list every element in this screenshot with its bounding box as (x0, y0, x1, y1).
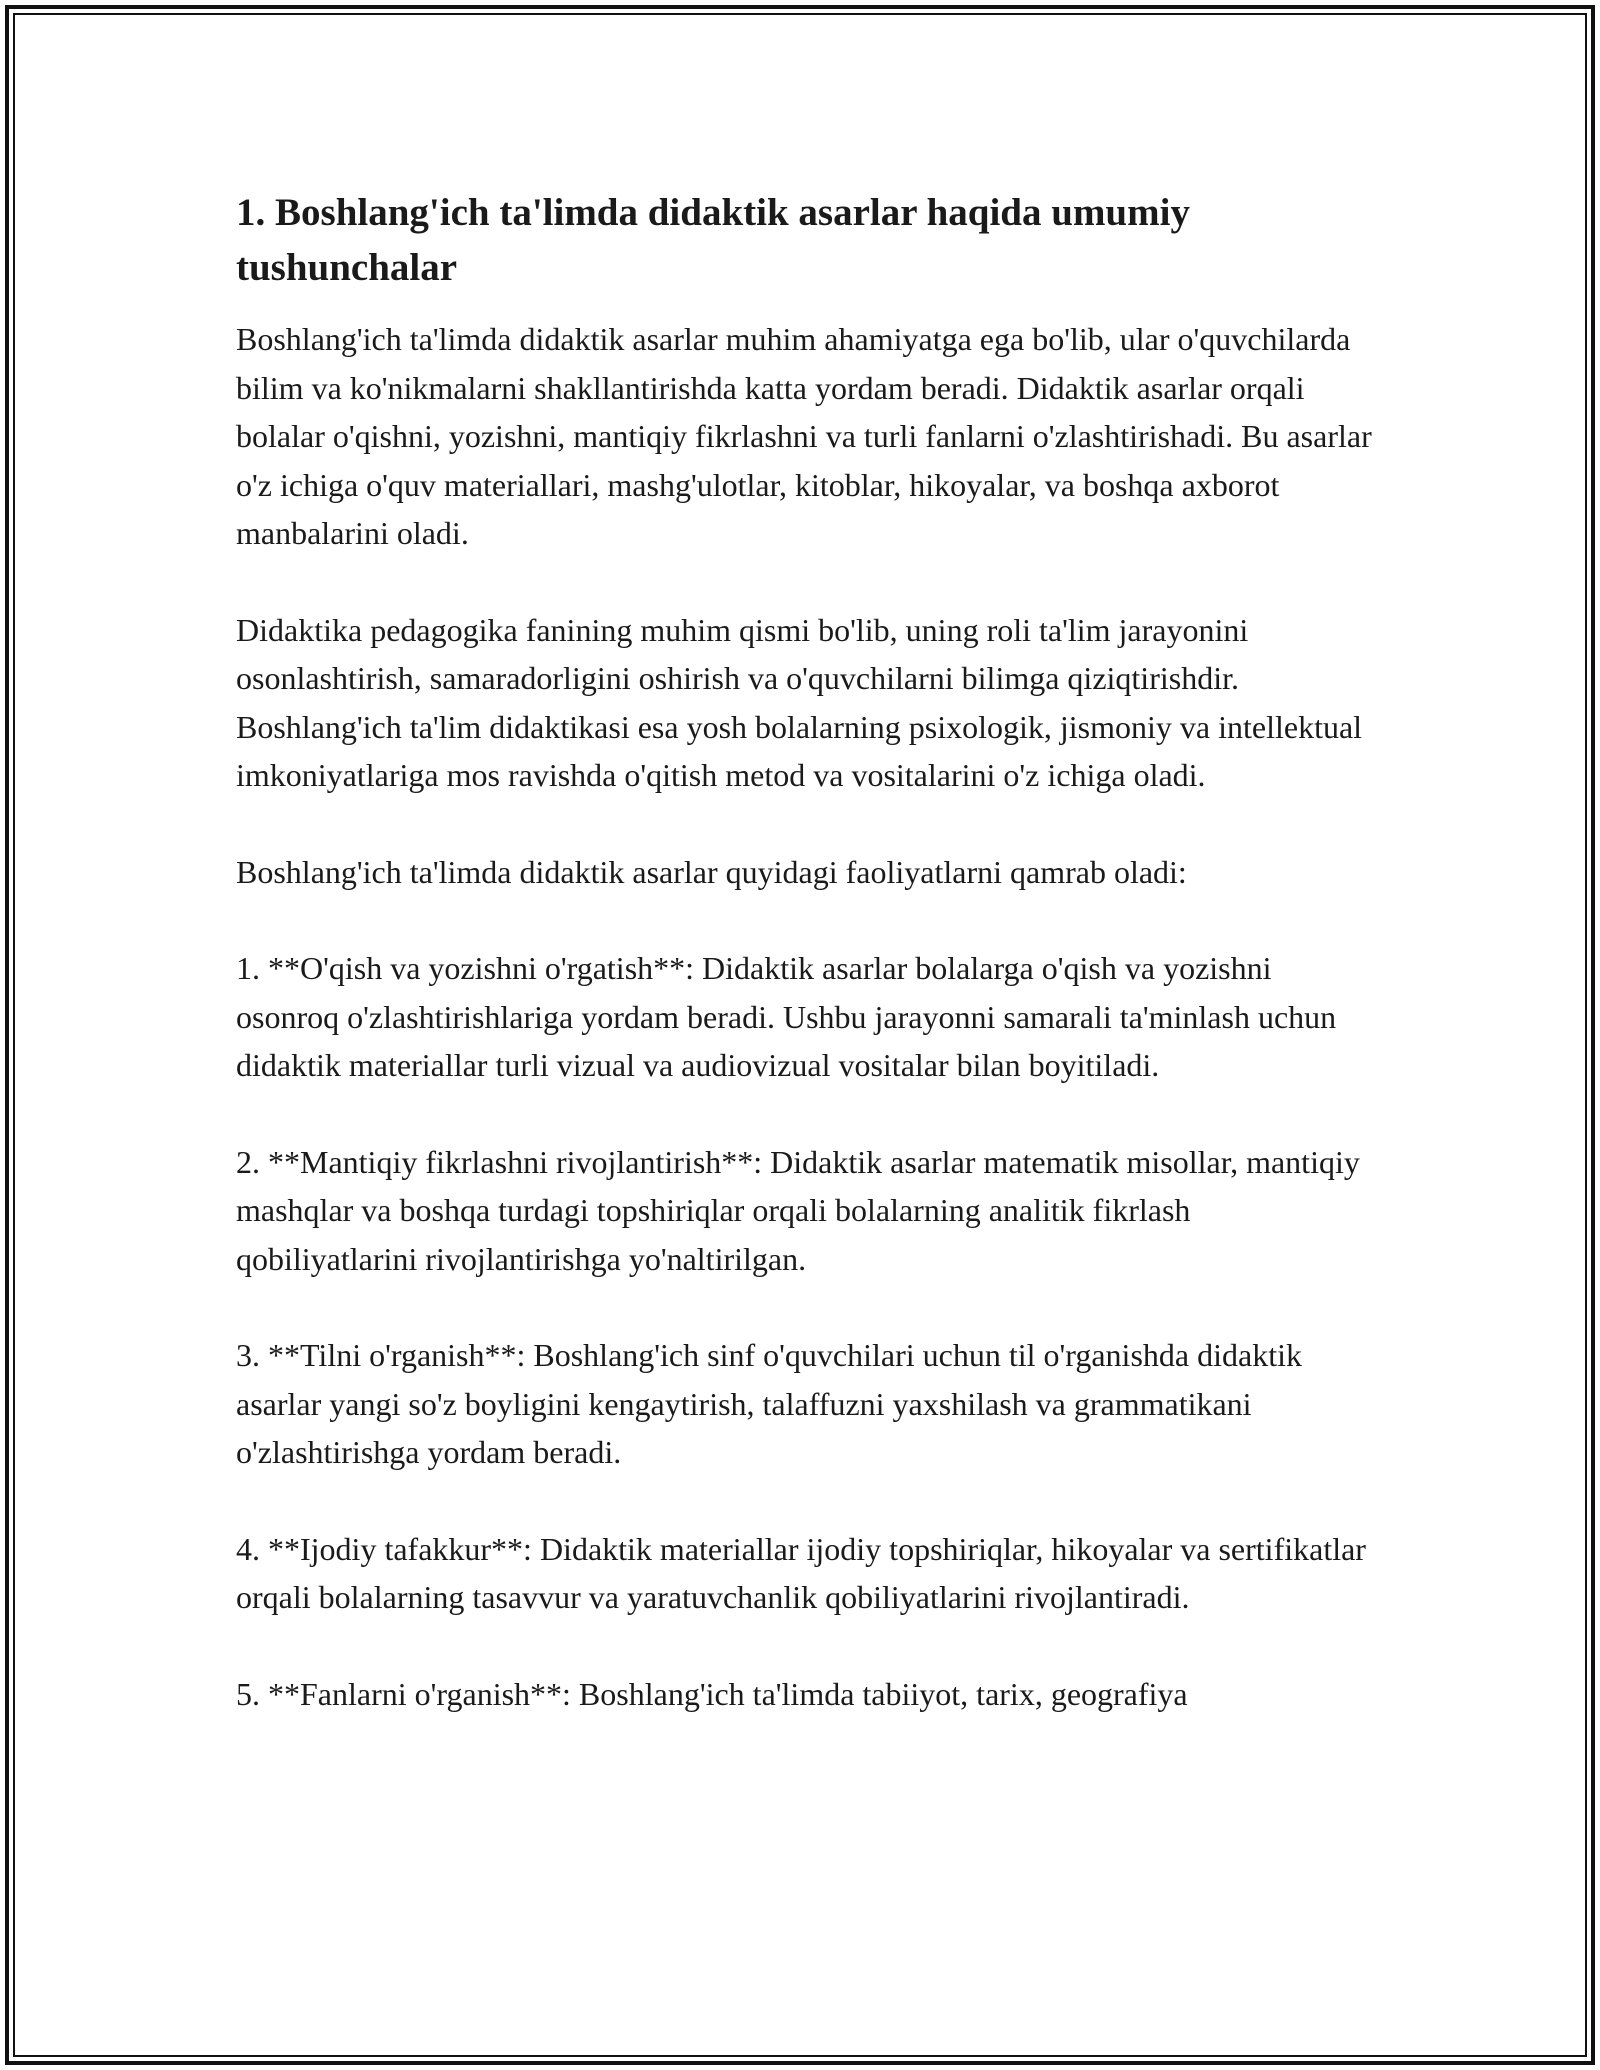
paragraph-intro: Boshlang'ich ta'limda didaktik asarlar muhim ahamiyatga ega bo'lib, ular o'quvchilarda bilim va ko'nikmalarni shakllantirishda katta yordam beradi. Didaktik asarlar orqali bolalar o'qishni, yozishni, mantiqiy fikrlashni va turli fanlarni o'zlashtirishadi. Bu asarlar o'z ichiga o'quv materiallari, mashg'ulotlar, kitoblar, hikoyalar, va boshqa axborot manbalarini oladi. (236, 321, 1372, 551)
paragraph-activities-intro: Boshlang'ich ta'limda didaktik asarlar quyidagi faoliyatlarni qamrab oladi: (236, 853, 1187, 890)
list-item-logical-thinking: 2. **Mantiqiy fikrlashni rivojlantirish**: Didaktik asarlar matematik misollar, mantiqiy mashqlar va boshqa turdagi topshiriqlar orqali bolalarning analitik fikrlash qobiliyatlarini rivojlantirishga yo'naltirilgan. (236, 1143, 1360, 1277)
list-item-language-learning: 3. **Tilni o'rganish**: Boshlang'ich sinf o'quvchilari uchun til o'rganishda didaktik asarlar yangi so'z boyligini kengaytirish, talaffuzni yaxshilash va grammatikani o'zlashtirishga yordam beradi. (236, 1337, 1302, 1470)
section-heading: 1. Boshlang'ich ta'limda didaktik asarlar haqida umumiy tushunchalar (236, 191, 1190, 289)
list-item-creative-thinking: 4. **Ijodiy tafakkur**: Didaktik materiallar ijodiy topshiriqlar, hikoyalar va sertifikatlar orqali bolalarning tasavvur va yaratuvchanlik qobiliyatlarini rivojlantiradi. (236, 1530, 1366, 1615)
document-content (236, 185, 1376, 1718)
paragraph-didactics: Didaktika pedagogika fanining muhim qismi bo'lib, uning roli ta'lim jarayonini osonlashtirish, samaradorligini oshirish va o'quvchilarni bilimga qiziqtirishdir. Boshlang'ich ta'lim didaktikasi esa yosh bolalarning psixologik, jismoniy va intellektual imkoniyatlariga mos ravishda o'qitish metod va vositalarini o'z ichiga oladi. (236, 611, 1363, 793)
list-item-subjects-learning: 5. **Fanlarni o'rganish**: Boshlang'ich ta'limda tabiiyot, tarix, geografiya (236, 1675, 1188, 1712)
list-item-reading-writing: 1. **O'qish va yozishni o'rgatish**: Didaktik asarlar bolalarga o'qish va yozishni osonroq o'zlashtirishlariga yordam beradi. Ushbu jarayonni samarali ta'minlash uchun didaktik materiallar turli vizual va audiovizual vositalar bilan boyitiladi. (236, 950, 1337, 1083)
